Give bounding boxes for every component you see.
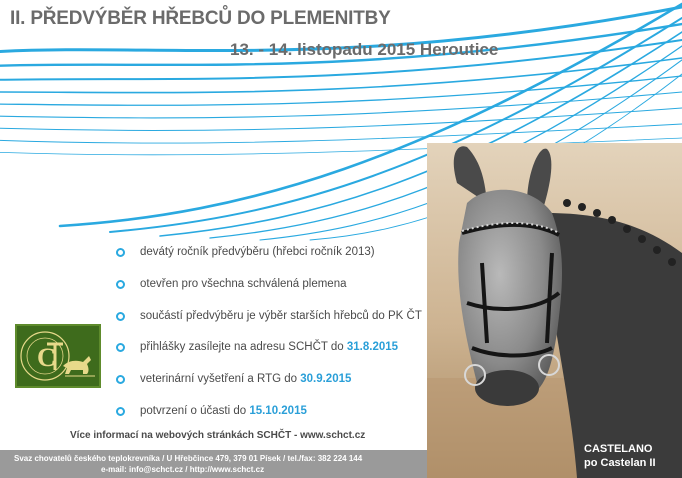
bullet-icon (116, 407, 125, 416)
footer-bar (0, 450, 427, 478)
ct-horse-logo-icon (17, 326, 99, 386)
deadline-date: 31.8.2015 (346, 341, 399, 354)
bullet-icon (116, 248, 125, 257)
list-item: devátý ročník předvýběru (hřebci ročník 2013) (116, 246, 426, 278)
bullet-icon (116, 343, 125, 352)
list-item: otevřen pro všechna schválená plemena (116, 278, 426, 310)
horse-name: CASTELANO (584, 443, 653, 455)
horse-pedigree: po Castelan II (584, 457, 656, 469)
photo-caption (584, 442, 680, 470)
horse-photo (427, 143, 682, 478)
list-item: přihlášky zasílejte na adresu SCHČT do 31.8.2015 (116, 341, 426, 373)
info-bullet-list (116, 246, 426, 437)
deadline-date: 30.9.2015 (300, 373, 352, 386)
footer-address: Svaz chovatelů českého teplokrevníka / U Hřebčince 479, 379 01 Písek / tel./fax: 382 224 144 (14, 454, 363, 463)
bullet-icon (116, 312, 125, 321)
list-item: součástí předvýběru je výběr starších hřebců do PK ČT (116, 310, 426, 342)
list-item: veterinární vyšetření a RTG do 30.9.2015 (116, 373, 426, 405)
association-logo (15, 324, 101, 388)
footer-contact: e-mail: info@schct.cz / http://www.schct.cz (101, 465, 265, 474)
page-title: II. PŘEDVÝBĚR HŘEBCŮ DO PLEMENITBY (10, 8, 391, 29)
deadline-date: 15.10.2015 (249, 404, 307, 417)
bullet-icon (116, 280, 125, 289)
bullet-icon (116, 375, 125, 384)
svg-text:C: C (37, 343, 56, 372)
list-item: potvrzení o účasti do 15.10.2015 (116, 405, 426, 437)
event-date-location: 13. - 14. listopadu 2015 Heroutice (230, 40, 499, 59)
more-info-line: Více informací na webových stránkách SCHČT - www.schct.cz (70, 430, 366, 441)
